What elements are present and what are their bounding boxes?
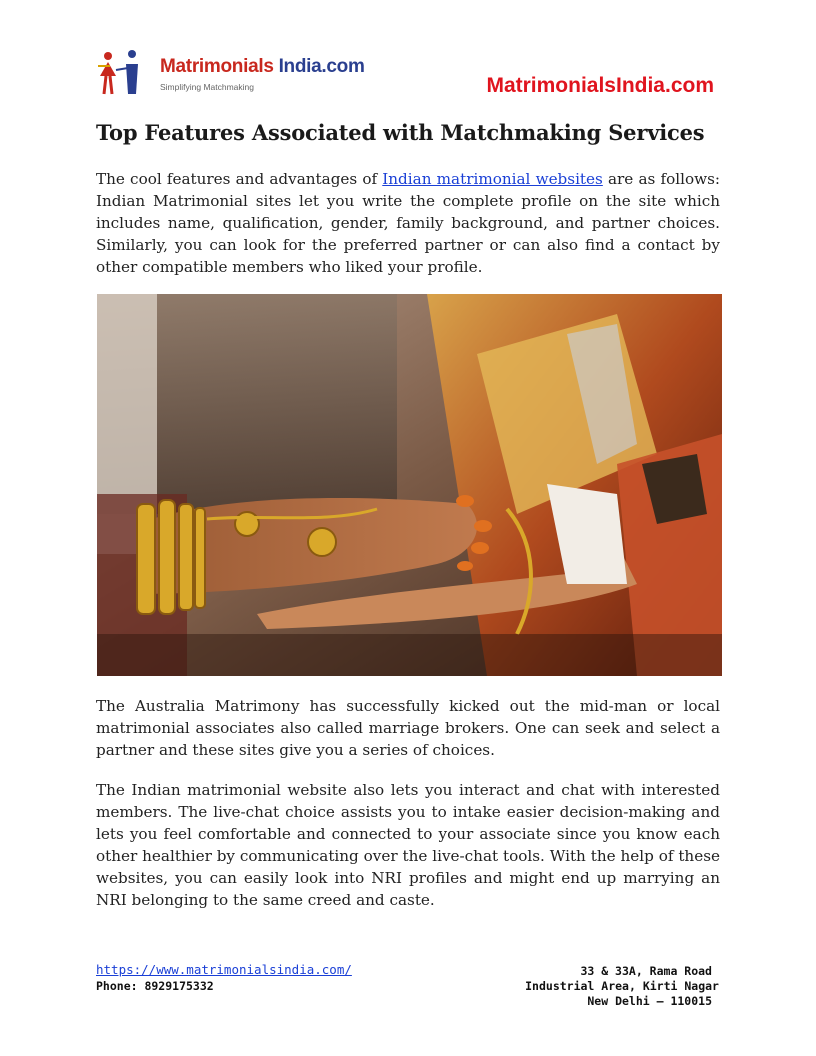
intro-text-start: The cool features and advantages of [96, 170, 383, 188]
indian-matrimonial-websites-link[interactable]: Indian matrimonial websites [382, 170, 603, 188]
couple-logo-icon [98, 50, 138, 94]
brand-name: MatrimonialsIndia.com [486, 74, 714, 97]
footer-address-line2: Industrial Area, Kirti Nagar [525, 979, 719, 993]
footer-website-link[interactable]: https://www.matrimonialsindia.com/ [96, 962, 352, 977]
footer-address-line1: 33 & 33A, Rama Road [580, 964, 712, 978]
footer-phone: Phone: 8929175332 [96, 979, 214, 993]
logo-wordmark [160, 56, 365, 78]
intro-paragraph [96, 168, 720, 278]
logo-word-matrimonials: Matrimonials [160, 56, 279, 77]
brokers-paragraph: The Australia Matrimony has successfully kicked out the mid-man or local matrimonial associates also called marriage brokers. One can seek and select a partner and these sites give you a series of choices. [96, 697, 720, 759]
wedding-hands-photo [97, 294, 722, 676]
live-chat-paragraph: The Indian matrimonial website also lets you interact and chat with interested members. The live-chat choice assists you to intake easier decision-making and lets you feel comfortable and connected to your associate since you know each other healthier by communicating over the live-chat tools. With the help of these websites, you can easily look into NRI profiles and might end up marrying an NRI belonging to the same creed and caste. [96, 781, 720, 909]
logo-tagline: Simplifying Matchmaking [160, 82, 255, 92]
logo-word-india: India.com [278, 56, 365, 77]
article-title: Top Features Associated with Matchmaking Services [96, 120, 705, 145]
footer-address-line3: New Delhi – 110015 [587, 994, 712, 1008]
intro-text-end: are as follows: Indian Matrimonial sites let you write the complete profile on the site which includes name, qualification, gender, family background, and partner choices. Similarly, you can look for the preferred partner or can also find a contact by other compatible members who liked your profile. [96, 170, 720, 276]
